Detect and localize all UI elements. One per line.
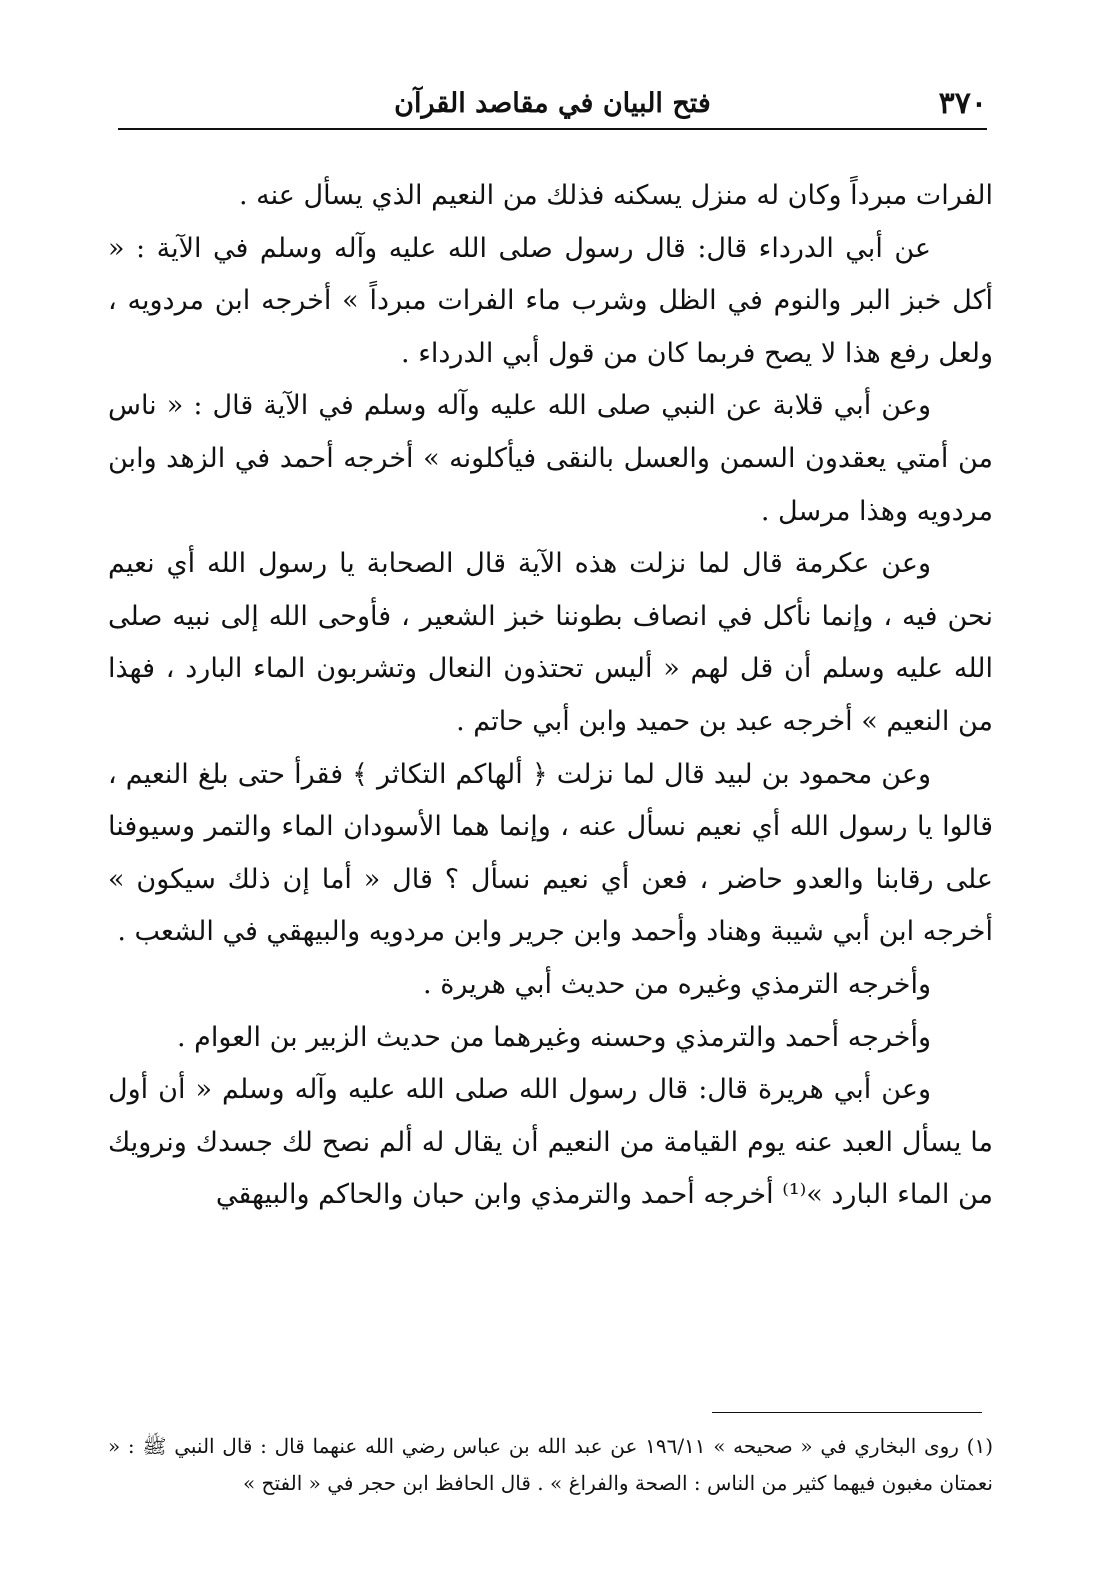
footnote: (١) روى البخاري في « صحيحه » ١٩٦/١١ عن عبد الله بن عباس رضي الله عنهما قال : قال النبي ﷺ : « نعمتان مغبون فيهما كثير من الناس : الصحة والفراغ » . قال الحافظ ابن حجر في « الفتح » <box>108 1434 994 1495</box>
running-title: فتح البيان في مقاصد القرآن <box>394 88 711 119</box>
paragraph: وأخرجه الترمذي وغيره من حديث أبي هريرة . <box>423 968 931 1000</box>
header-rule <box>118 128 987 130</box>
page-header <box>118 84 987 130</box>
paragraph: عن أبي الدرداء قال: قال رسول صلى الله عليه وآله وسلم في الآية : « أكل خبز البر والنوم في الظل وشرب ماء الفرات مبرداً » أخرجه ابن مردويه ، ولعل رفع هذا لا يصح فربما كان من قول أبي الدرداء . <box>108 232 993 369</box>
page-number: ٣٧٠ <box>938 86 987 121</box>
footnote-separator <box>712 1412 982 1413</box>
main-text <box>108 170 993 1222</box>
paragraph: وأخرجه أحمد والترمذي وحسنه وغيرهما من حديث الزبير بن العوام . <box>176 1021 931 1053</box>
paragraph-continuation: الفرات مبرداً وكان له منزل يسكنه فذلك من النعيم الذي يسأل عنه . <box>238 180 993 211</box>
paragraph: وعن أبي قلابة عن النبي صلى الله عليه وآله وسلم في الآية قال : « ناس من أمتي يعقدون السمن والعسل بالنقى فيأكلونه » أخرجه أحمد في الزهد وابن مردويه وهذا مرسل . <box>108 390 993 527</box>
paragraph: وعن محمود بن لبيد قال لما نزلت ﴿ ألهاكم التكاثر ﴾ فقرأ حتى بلغ النعيم ، قالوا يا رسول الله أي نعيم نسأل عنه ، وإنما هما الأسودان الماء والتمر وسيوفنا على رقابنا والعدو حاضر ، فعن أي نعيم نسأل ؟ قال « أما إن ذلك سيكون » أخرجه ابن أبي شيبة وهناد وأحمد وابن جرير وابن مردويه والبيهقي في الشعب . <box>108 758 993 948</box>
paragraph: وعن عكرمة قال لما نزلت هذه الآية قال الصحابة يا رسول الله أي نعيم نحن فيه ، وإنما نأكل في انصاف بطوننا خبز الشعير ، فأوحى الله إلى نبيه صلى الله عليه وسلم أن قل لهم « أليس تحتذون النعال وتشربون الماء البارد ، فهذا من النعيم » أخرجه عبد بن حميد وابن أبي حاتم . <box>108 548 993 737</box>
paragraph: وعن أبي هريرة قال: قال رسول الله صلى الله عليه وآله وسلم « أن أول ما يسأل العبد عنه يوم القيامة من النعيم أن يقال له ألم نصح لك جسدك ونرويك من الماء البارد »⁽¹⁾ أخرجه أحمد والترمذي وابن حبان والحاكم والبيهقي <box>108 1074 993 1211</box>
